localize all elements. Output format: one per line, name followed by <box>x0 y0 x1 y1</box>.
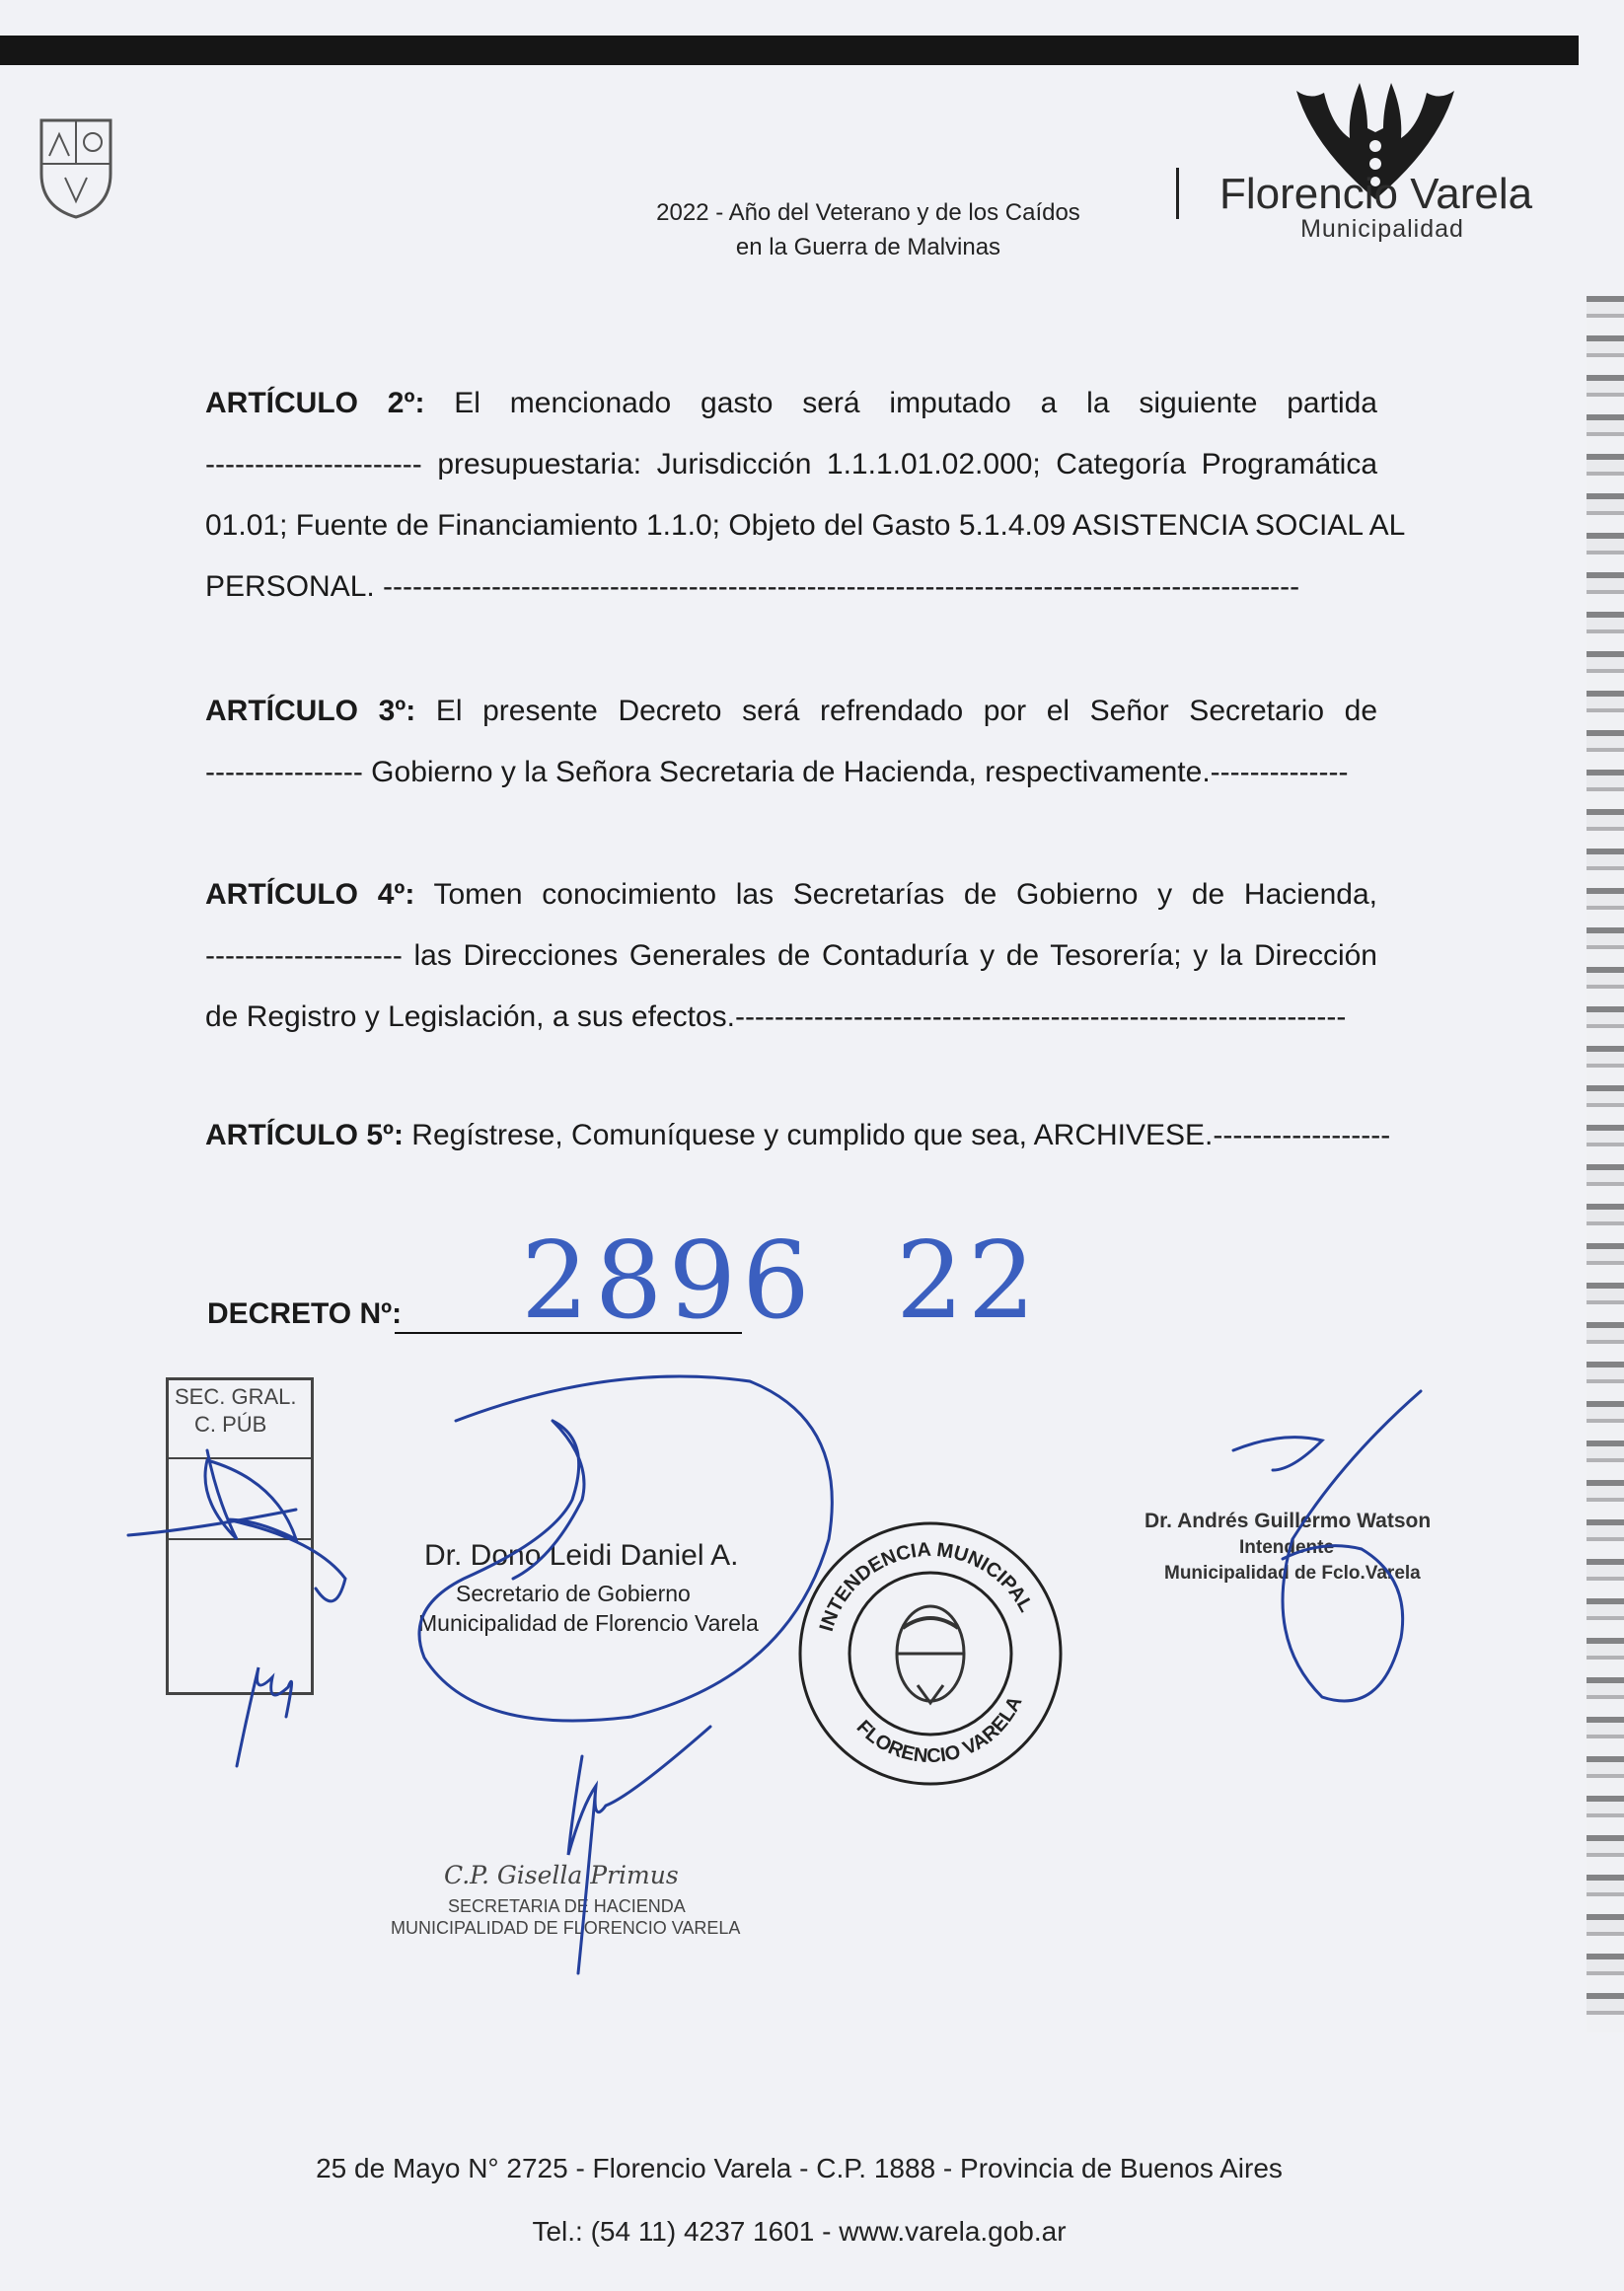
hacienda-signatory-role: SECRETARIA DE HACIENDA <box>448 1896 686 1916</box>
article-4-line-2: -------------------- las Direcciones Generales de Contaduría y de Tesorería; y la Dirección <box>205 939 1377 972</box>
article-2-line-4: PERSONAL. --------------------------------------------------------------------------------------------- <box>205 570 1300 603</box>
article-4 <box>205 864 1377 1048</box>
seal-bottom-text: FLORENCIO VARELA <box>851 1692 1027 1768</box>
article-4-label: ARTÍCULO 4º: <box>205 878 415 911</box>
gobierno-signatory-municipality: Municipalidad de Florencio Varela <box>418 1610 759 1636</box>
scan-edge-shadow <box>1587 296 1624 2032</box>
seal-top-text: INTENDENCIA MUNICIPAL <box>815 1538 1037 1634</box>
municipal-crest-icon <box>36 112 116 221</box>
article-3 <box>205 681 1377 803</box>
stamp-box-divider <box>169 1538 311 1540</box>
logo-subtitle: Municipalidad <box>1300 215 1464 243</box>
article-4-line-1: Tomen conocimiento las Secretarías de Gobierno y de Hacienda, <box>433 878 1377 911</box>
article-3-line-1: El presente Decreto será refrendado por el Señor Secretario de <box>435 695 1378 727</box>
top-border-bar <box>0 36 1579 65</box>
sec-gral-stamp-box <box>166 1377 314 1695</box>
article-5-label: ARTÍCULO 5º: <box>205 1119 404 1151</box>
article-2 <box>205 373 1406 618</box>
decreto-year: 22 <box>896 1219 1040 1343</box>
article-4-line-3: de Registro y Legislación, a sus efectos.-------------------------------------------------------------- <box>205 1000 1347 1033</box>
decreto-label: DECRETO Nº: <box>207 1297 403 1330</box>
stamp-box-line-1: SEC. GRAL. <box>175 1384 297 1409</box>
article-2-line-3: 01.01; Fuente de Financiamiento 1.1.0; Objeto del Gasto 5.1.4.09 ASISTENCIA SOCIAL AL <box>205 509 1406 542</box>
year-tagline <box>612 195 1125 264</box>
hacienda-signatory-name: C.P. Gisella Primus <box>444 1861 679 1889</box>
tagline-line-1: 2022 - Año del Veterano y de los Caídos <box>656 199 1080 226</box>
hacienda-signatory-municipality: MUNICIPALIDAD DE FLORENCIO VARELA <box>391 1918 741 1938</box>
intendente-role: Intendente <box>1239 1537 1335 1558</box>
footer-contact: Tel.: (54 11) 4237 1601 - www.varela.gob.ar <box>532 2216 1067 2247</box>
intendente-name: Dr. Andrés Guillermo Watson <box>1144 1510 1432 1532</box>
article-5-line-1: Regístrese, Comuníquese y cumplido que sea, ARCHIVESE.------------------ <box>411 1119 1391 1151</box>
article-5 <box>205 1105 1391 1166</box>
logo-name: Florencio Varela <box>1219 170 1533 218</box>
gobierno-signatory-name: Dr. Dono Leidi Daniel A. <box>424 1539 739 1572</box>
stamp-box-line-2: C. PÚB <box>194 1412 267 1437</box>
gobierno-signatory-role: Secretario de Gobierno <box>456 1581 691 1606</box>
tagline-line-2: en la Guerra de Malvinas <box>735 234 1001 260</box>
footer-address: 25 de Mayo N° 2725 - Florencio Varela - C.P. 1888 - Provincia de Buenos Aires <box>316 2153 1283 2183</box>
article-2-line-2: ---------------------- presupuestaria: Jurisdicción 1.1.1.01.02.000; Categoría Programática <box>205 448 1377 480</box>
article-2-line-1: El mencionado gasto será imputado a la siguiente partida <box>454 387 1377 419</box>
intendente-municipality: Municipalidad de Fclo.Varela <box>1164 1563 1421 1584</box>
decreto-number: 2896 <box>521 1219 816 1343</box>
article-3-label: ARTÍCULO 3º: <box>205 695 416 727</box>
stamp-box-divider <box>169 1457 311 1459</box>
municipal-seal-icon <box>789 1510 1071 1798</box>
article-3-line-2: ---------------- Gobierno y la Señora Secretaria de Hacienda, respectivamente.-------------- <box>205 756 1349 788</box>
article-2-label: ARTÍCULO 2º: <box>205 387 425 419</box>
header-divider <box>1176 168 1179 219</box>
